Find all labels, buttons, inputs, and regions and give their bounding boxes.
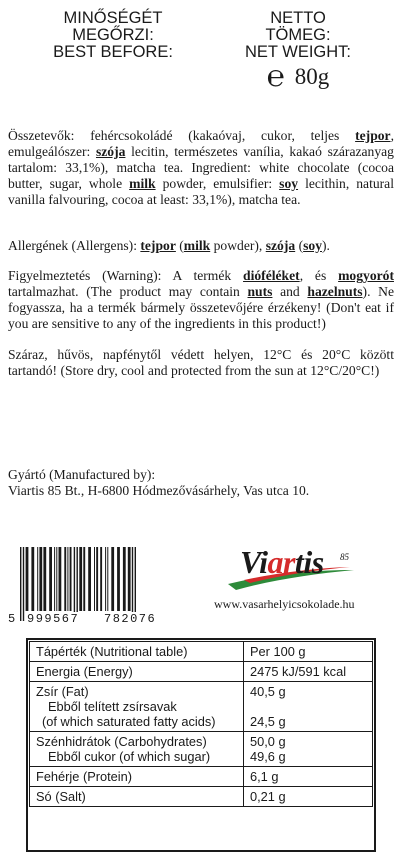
best-before-line: BEST BEFORE:: [53, 43, 173, 61]
ingredients-allergen: tejpor: [355, 128, 391, 143]
barcode-bar: [105, 547, 106, 611]
nutrition-label: Zsír (Fat): [36, 684, 89, 699]
net-weight-heading: [228, 9, 368, 93]
storage-instructions: Száraz, hűvös, napfénytől védett helyen, 12°C és 20°C között tartandó! (Store dry, cool and protected from the sun at 12°C/20°C!): [8, 347, 394, 378]
nutrition-sublabel: Ebből telített zsírsavak: [48, 699, 177, 714]
nutrition-row-protein: [30, 767, 373, 787]
best-before-line: MINŐSÉGÉT: [63, 9, 163, 27]
barcode-bar: [74, 547, 75, 621]
barcode-bar: [111, 547, 114, 611]
barcode-bar: [128, 547, 131, 611]
logo-wordmark: [240, 544, 324, 581]
barcode-bar: [64, 547, 66, 611]
best-before-heading: [38, 10, 188, 61]
barcode-bar: [31, 547, 34, 611]
nutrition-sublabel: Ebből cukor (of which sugar): [48, 749, 211, 764]
ingredients-part: , emulgeálószer:: [8, 128, 394, 159]
barcode-bar: [20, 547, 21, 621]
net-weight-value-row: [228, 60, 368, 93]
logo-wordmark-part: tis: [294, 544, 324, 580]
ingredients-part: powder, emulsifier:: [155, 176, 280, 191]
manufacturer-label: Gyártó (Manufactured by):: [8, 467, 156, 482]
nutrition-sublabel: (of which saturated fatty acids): [42, 714, 216, 729]
net-weight-line: NETTO: [270, 9, 326, 27]
barcode-bar: [70, 547, 72, 611]
net-weight-line: TÖMEG:: [265, 26, 331, 44]
warning-part: tartalmazhat. (The product may contain: [8, 284, 248, 299]
logo-suffix: 85: [340, 552, 349, 562]
nutrition-row-fat: [30, 682, 373, 732]
nutrition-label: Fehérje (Protein): [30, 767, 244, 787]
net-weight-value: 80g: [294, 64, 330, 89]
nutrition-value: 50,0 g: [250, 734, 286, 749]
barcode-bar: [88, 547, 91, 611]
website-link[interactable]: www.vasarhelyicsokolade.hu: [214, 597, 355, 611]
logo-wordmark-accent: ar: [267, 544, 295, 580]
nutrition-label: Szénhidrátok (Carbohydrates): [36, 734, 207, 749]
nutrition-table: [29, 641, 373, 807]
allergens-allergen: soy: [303, 238, 323, 253]
barcode-bar: [132, 547, 133, 621]
nutrition-value: 2475 kJ/591 kcal: [244, 662, 373, 682]
ingredients-part: lecitin, természetes vanília, kakaó szárazanyag tartalom: 33,1%), matcha tea. Ingredient: white chocolate (cocoa butter, sugar, whole: [8, 144, 394, 191]
warning-text: [8, 268, 394, 332]
logo-wordmark-part: Vi: [240, 544, 268, 580]
barcode-bar: [94, 547, 95, 611]
ingredients-part: lecithin, natural vanilla falvouring, cocoa at least: 33,1%), matcha tea.: [8, 176, 394, 207]
nutrition-label-group: [30, 732, 244, 767]
barcode-bar: [107, 547, 108, 611]
storage-text: [8, 347, 394, 379]
barcode-bar: [39, 547, 42, 611]
barcode-right-group: 782076: [104, 612, 157, 626]
barcode: [8, 545, 188, 625]
warning-allergen: nuts: [247, 284, 273, 299]
barcode-bar: [59, 547, 62, 611]
estimated-sign-icon: ℮: [266, 60, 285, 93]
ingredients-allergen: milk: [129, 176, 156, 191]
allergens-part: ).: [322, 238, 330, 253]
nutrition-label: Energia (Energy): [30, 662, 244, 682]
nutrition-value: 6,1 g: [244, 767, 373, 787]
allergens-text: [8, 238, 394, 254]
nutrition-subvalue: 49,6 g: [250, 749, 286, 764]
warning-allergen: mogyorót: [338, 268, 394, 283]
ingredients-allergen: soy: [279, 176, 299, 191]
barcode-bar: [135, 547, 136, 621]
warning-allergen: hazelnuts: [307, 284, 363, 299]
barcode-bar: [37, 547, 38, 611]
allergens-allergen: szója: [265, 238, 296, 253]
nutrition-row-energy: [30, 662, 373, 682]
manufacturer-address: Viartis 85 Bt., H-6800 Hódmezővásárhely, Vas utca 10.: [8, 483, 310, 498]
barcode-first-digit: 5: [8, 612, 17, 626]
nutrition-value-group: [244, 732, 373, 767]
allergens-part: powder),: [210, 238, 266, 253]
barcode-bar: [56, 547, 57, 611]
barcode-bar: [23, 547, 24, 621]
warning-allergen: dióféléket: [243, 268, 300, 283]
nutrition-header-label: Tápérték (Nutritional table): [30, 642, 244, 662]
nutrition-value: 0,21 g: [244, 787, 373, 807]
barcode-bar: [43, 547, 46, 611]
warning-part: Figyelmeztetés (Warning): A termék: [8, 268, 244, 283]
warning-part: and: [272, 284, 308, 299]
barcode-bar: [67, 547, 68, 611]
nutrition-header-row: [30, 642, 373, 662]
barcode-bar: [77, 547, 78, 621]
ingredients-allergen: szója: [95, 144, 126, 159]
barcode-bar: [96, 547, 98, 611]
nutrition-row-carbohydrates: [30, 732, 373, 767]
nutrition-value-group: [244, 682, 373, 732]
barcode-bar: [100, 547, 102, 611]
net-weight-line: NET WEIGHT:: [244, 43, 352, 61]
allergens-part: Allergének (Allergens):: [8, 238, 141, 253]
barcode-left-group: 999567: [27, 612, 80, 626]
ingredients-text: [8, 128, 394, 208]
nutrition-row-salt: [30, 787, 373, 807]
allergens-part: (: [175, 238, 184, 253]
allergens-part: (: [295, 238, 304, 253]
nutrition-label: Só (Salt): [30, 787, 244, 807]
warning-part: ). Ne fogyassza, ha a termék bármely összetevőjére érzékeny! (Don't eat if you are sensitive to any of the ingredients in this product!): [8, 284, 394, 331]
barcode-bar: [117, 547, 120, 611]
nutrition-subvalue: 24,5 g: [250, 714, 286, 729]
allergens-allergen: tejpor: [140, 238, 176, 253]
warning-part: , és: [299, 268, 339, 283]
manufacturer-block: [8, 467, 394, 499]
viartis-logo: [222, 540, 362, 594]
barcode-bar: [54, 547, 55, 611]
barcode-bar: [83, 547, 85, 611]
nutrition-header-value: Per 100 g: [244, 642, 373, 662]
barcode-bar: [49, 547, 52, 611]
allergens-allergen: milk: [183, 238, 211, 253]
barcode-bar: [26, 547, 29, 611]
barcode-bar: [79, 547, 82, 611]
ingredients-part: Összetevők: fehércsokoládé (kakaóvaj, cukor, teljes: [8, 128, 356, 143]
barcode-bar: [123, 547, 126, 611]
best-before-line: MEGŐRZI:: [72, 26, 154, 44]
nutrition-label-group: [30, 682, 244, 732]
nutrition-value: 40,5 g: [250, 684, 286, 699]
